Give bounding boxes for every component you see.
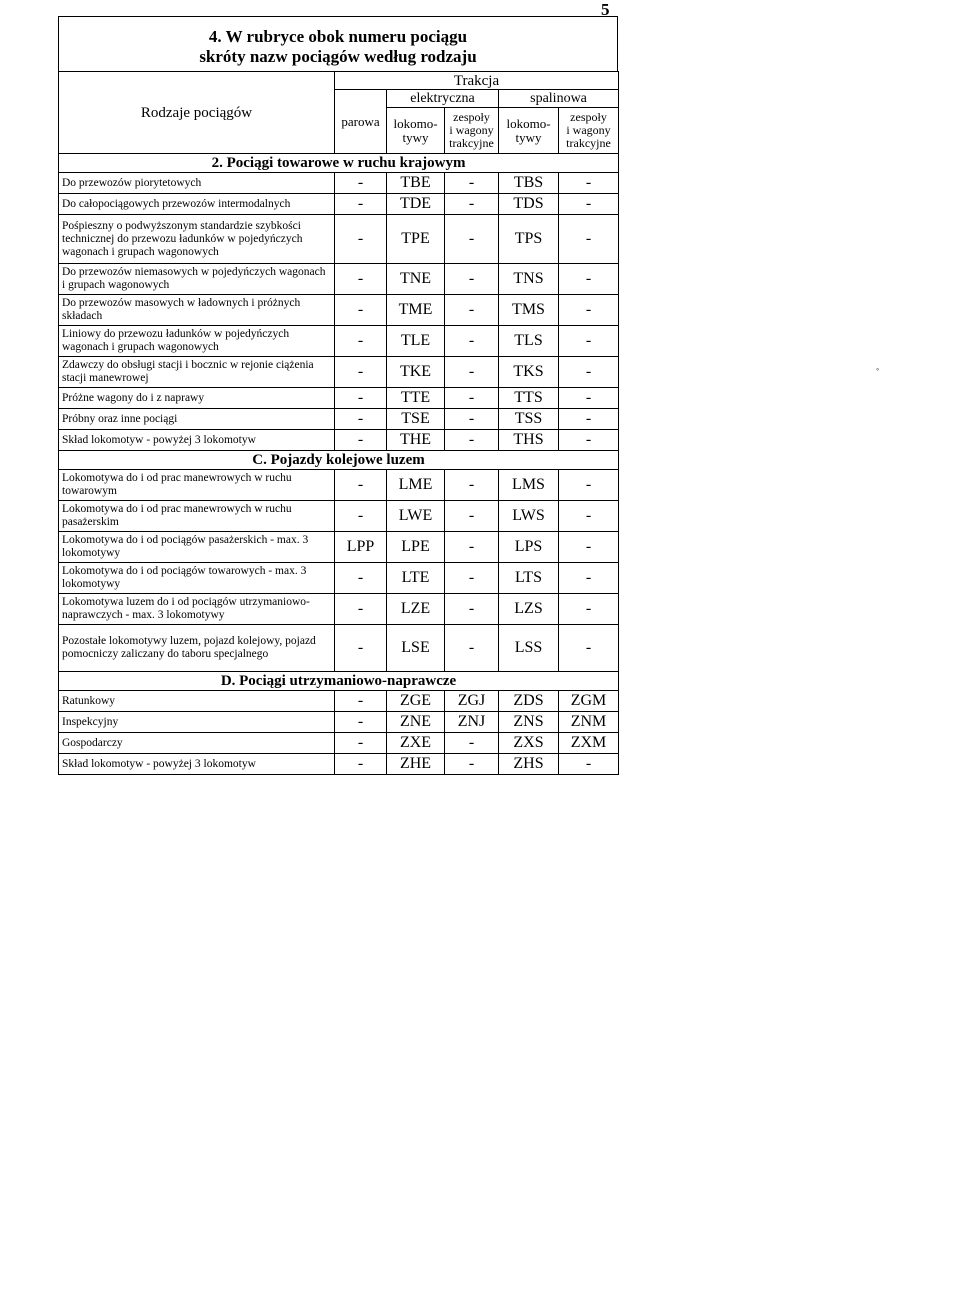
table-row (59, 501, 619, 532)
header-parowa: parowa (335, 90, 387, 154)
code-elektryczna-zespoly: - (445, 326, 499, 357)
table-row (59, 173, 619, 194)
row-label: Próżne wagony do i z naprawy (59, 388, 335, 409)
table-row (59, 563, 619, 594)
row-label: Do przewozów masowych w ładownych i próżnych składach (59, 295, 335, 326)
code-spalinowa-lokomotywy: LTS (499, 563, 559, 594)
table-row (59, 264, 619, 295)
header-lokomotywy-spalinowe: lokomo- tywy (499, 108, 559, 154)
code-elektryczna-zespoly: - (445, 357, 499, 388)
row-label: Inspekcyjny (59, 712, 335, 733)
table-row (59, 532, 619, 563)
title-box (58, 16, 618, 71)
header-elektryczna: elektryczna (387, 90, 499, 108)
table-row (59, 625, 619, 672)
code-elektryczna-lokomotywy: LPE (387, 532, 445, 563)
code-spalinowa-lokomotywy: TPS (499, 215, 559, 264)
code-spalinowa-zespoly: - (559, 215, 619, 264)
code-elektryczna-lokomotywy: ZGE (387, 691, 445, 712)
section-header (59, 154, 619, 173)
table-row (59, 712, 619, 733)
code-elektryczna-zespoly: - (445, 594, 499, 625)
section-title: C. Pojazdy kolejowe luzem (59, 451, 619, 470)
code-spalinowa-zespoly: ZNM (559, 712, 619, 733)
code-elektryczna-lokomotywy: TLE (387, 326, 445, 357)
row-label: Lokomotywa do i od pociągów pasażerskich - max. 3 lokomotywy (59, 532, 335, 563)
table-row (59, 388, 619, 409)
code-elektryczna-lokomotywy: THE (387, 430, 445, 451)
code-spalinowa-lokomotywy: TTS (499, 388, 559, 409)
section-title: D. Pociągi utrzymaniowo-naprawcze (59, 672, 619, 691)
train-codes-table (58, 71, 619, 775)
row-label: Zdawczy do obsługi stacji i bocznic w rejonie ciążenia stacji manewrowej (59, 357, 335, 388)
table-row (59, 295, 619, 326)
code-parowa: - (335, 194, 387, 215)
code-elektryczna-lokomotywy: TSE (387, 409, 445, 430)
table-row (59, 691, 619, 712)
row-label: Skład lokomotyw - powyżej 3 lokomotyw (59, 430, 335, 451)
code-elektryczna-zespoly: - (445, 563, 499, 594)
code-elektryczna-lokomotywy: LSE (387, 625, 445, 672)
code-spalinowa-lokomotywy: TBS (499, 173, 559, 194)
code-spalinowa-lokomotywy: TNS (499, 264, 559, 295)
row-label: Lokomotywa luzem do i od pociągów utrzymaniowo-naprawczych - max. 3 lokomotywy (59, 594, 335, 625)
row-label: Pośpieszny o podwyższonym standardzie szybkości technicznej do przewozu ładunków w pojedyńczych wagonach i grupach wagonowych (59, 215, 335, 264)
code-elektryczna-zespoly: ZNJ (445, 712, 499, 733)
code-spalinowa-lokomotywy: ZXS (499, 733, 559, 754)
table-row (59, 754, 619, 775)
section-header (59, 672, 619, 691)
code-elektryczna-lokomotywy: LWE (387, 501, 445, 532)
code-elektryczna-lokomotywy: TNE (387, 264, 445, 295)
code-spalinowa-lokomotywy: ZNS (499, 712, 559, 733)
row-label: Gospodarczy (59, 733, 335, 754)
row-label: Ratunkowy (59, 691, 335, 712)
code-spalinowa-lokomotywy: TKS (499, 357, 559, 388)
table-row (59, 194, 619, 215)
code-parowa: - (335, 625, 387, 672)
header-trakcja: Trakcja (335, 72, 619, 90)
code-spalinowa-zespoly: - (559, 295, 619, 326)
document (58, 16, 618, 775)
code-spalinowa-zespoly: - (559, 754, 619, 775)
code-parowa: - (335, 691, 387, 712)
code-elektryczna-zespoly: - (445, 470, 499, 501)
section-title: 2. Pociągi towarowe w ruchu krajowym (59, 154, 619, 173)
code-elektryczna-zespoly: - (445, 754, 499, 775)
code-spalinowa-zespoly: - (559, 409, 619, 430)
code-spalinowa-zespoly: - (559, 194, 619, 215)
row-label: Lokomotywa do i od prac manewrowych w ruchu pasażerskim (59, 501, 335, 532)
code-spalinowa-zespoly: - (559, 501, 619, 532)
code-spalinowa-zespoly: - (559, 357, 619, 388)
header-rodzaje: Rodzaje pociągów (59, 72, 335, 154)
code-spalinowa-zespoly: - (559, 532, 619, 563)
page-number: 5 (601, 0, 610, 19)
code-spalinowa-zespoly: - (559, 264, 619, 295)
code-parowa: - (335, 470, 387, 501)
table-row (59, 430, 619, 451)
code-elektryczna-zespoly: - (445, 194, 499, 215)
page-title (59, 17, 617, 71)
row-label: Lokomotywa do i od pociągów towarowych - max. 3 lokomotywy (59, 563, 335, 594)
code-parowa: - (335, 215, 387, 264)
title-line-1: 4. W rubryce obok numeru pociągu (208, 27, 468, 46)
code-parowa: - (335, 501, 387, 532)
table-row (59, 357, 619, 388)
code-elektryczna-zespoly: - (445, 501, 499, 532)
code-parowa: LPP (335, 532, 387, 563)
code-elektryczna-lokomotywy: TKE (387, 357, 445, 388)
code-elektryczna-zespoly: - (445, 215, 499, 264)
table-row (59, 326, 619, 357)
code-parowa: - (335, 264, 387, 295)
code-parowa: - (335, 733, 387, 754)
code-elektryczna-zespoly: - (445, 264, 499, 295)
section-header (59, 451, 619, 470)
header-spalinowa: spalinowa (499, 90, 619, 108)
row-label: Do przewozów piorytetowych (59, 173, 335, 194)
code-parowa: - (335, 388, 387, 409)
code-spalinowa-lokomotywy: LSS (499, 625, 559, 672)
code-parowa: - (335, 295, 387, 326)
row-label: Do przewozów niemasowych w pojedyńczych wagonach i grupach wagonowych (59, 264, 335, 295)
table-row (59, 409, 619, 430)
stray-mark: ◦ (876, 364, 880, 374)
code-elektryczna-lokomotywy: TBE (387, 173, 445, 194)
code-spalinowa-zespoly: - (559, 625, 619, 672)
code-elektryczna-zespoly: - (445, 625, 499, 672)
code-parowa: - (335, 173, 387, 194)
code-elektryczna-zespoly: - (445, 430, 499, 451)
code-elektryczna-zespoly: - (445, 295, 499, 326)
code-spalinowa-lokomotywy: TMS (499, 295, 559, 326)
table-row (59, 733, 619, 754)
code-elektryczna-lokomotywy: ZHE (387, 754, 445, 775)
code-spalinowa-lokomotywy: TDS (499, 194, 559, 215)
code-elektryczna-zespoly: - (445, 532, 499, 563)
code-parowa: - (335, 430, 387, 451)
code-spalinowa-zespoly: - (559, 563, 619, 594)
title-line-2: skróty nazw pociągów według rodzaju (199, 47, 477, 66)
code-elektryczna-lokomotywy: LME (387, 470, 445, 501)
table-row (59, 594, 619, 625)
code-spalinowa-lokomotywy: LZS (499, 594, 559, 625)
code-elektryczna-zespoly: - (445, 409, 499, 430)
code-elektryczna-zespoly: - (445, 733, 499, 754)
row-label: Pozostałe lokomotywy luzem, pojazd kolejowy, pojazd pomocniczy zaliczany do taboru specjalnego (59, 625, 335, 672)
code-parowa: - (335, 357, 387, 388)
code-elektryczna-lokomotywy: TPE (387, 215, 445, 264)
table-row (59, 470, 619, 501)
code-elektryczna-lokomotywy: TTE (387, 388, 445, 409)
code-spalinowa-zespoly: - (559, 470, 619, 501)
table-row (59, 215, 619, 264)
code-elektryczna-zespoly: - (445, 388, 499, 409)
header-zespoly-spalinowe: zespoły i wagony trakcyjne (559, 108, 619, 154)
code-spalinowa-zespoly: ZGM (559, 691, 619, 712)
code-spalinowa-zespoly: ZXM (559, 733, 619, 754)
code-parowa: - (335, 326, 387, 357)
code-elektryczna-lokomotywy: ZXE (387, 733, 445, 754)
code-spalinowa-zespoly: - (559, 388, 619, 409)
row-label: Do całopociągowych przewozów intermodalnych (59, 194, 335, 215)
code-spalinowa-lokomotywy: LPS (499, 532, 559, 563)
row-label: Próbny oraz inne pociągi (59, 409, 335, 430)
code-spalinowa-lokomotywy: TLS (499, 326, 559, 357)
code-spalinowa-lokomotywy: ZHS (499, 754, 559, 775)
code-elektryczna-lokomotywy: LTE (387, 563, 445, 594)
row-label: Skład lokomotyw - powyżej 3 lokomotyw (59, 754, 335, 775)
code-parowa: - (335, 712, 387, 733)
code-parowa: - (335, 754, 387, 775)
code-parowa: - (335, 563, 387, 594)
code-spalinowa-lokomotywy: THS (499, 430, 559, 451)
header-lokomotywy-elektryczne: lokomo- tywy (387, 108, 445, 154)
row-label: Lokomotywa do i od prac manewrowych w ruchu towarowym (59, 470, 335, 501)
code-spalinowa-lokomotywy: LMS (499, 470, 559, 501)
code-parowa: - (335, 409, 387, 430)
code-spalinowa-zespoly: - (559, 326, 619, 357)
code-spalinowa-lokomotywy: ZDS (499, 691, 559, 712)
code-parowa: - (335, 594, 387, 625)
code-spalinowa-lokomotywy: LWS (499, 501, 559, 532)
row-label: Liniowy do przewozu ładunków w pojedyńczych wagonach i grupach wagonowych (59, 326, 335, 357)
code-spalinowa-zespoly: - (559, 173, 619, 194)
code-elektryczna-lokomotywy: ZNE (387, 712, 445, 733)
code-spalinowa-zespoly: - (559, 430, 619, 451)
header-zespoly-elektryczne: zespoły i wagony trakcyjne (445, 108, 499, 154)
code-elektryczna-lokomotywy: LZE (387, 594, 445, 625)
code-spalinowa-zespoly: - (559, 594, 619, 625)
code-elektryczna-zespoly: - (445, 173, 499, 194)
code-elektryczna-lokomotywy: TME (387, 295, 445, 326)
code-elektryczna-lokomotywy: TDE (387, 194, 445, 215)
code-spalinowa-lokomotywy: TSS (499, 409, 559, 430)
code-elektryczna-zespoly: ZGJ (445, 691, 499, 712)
